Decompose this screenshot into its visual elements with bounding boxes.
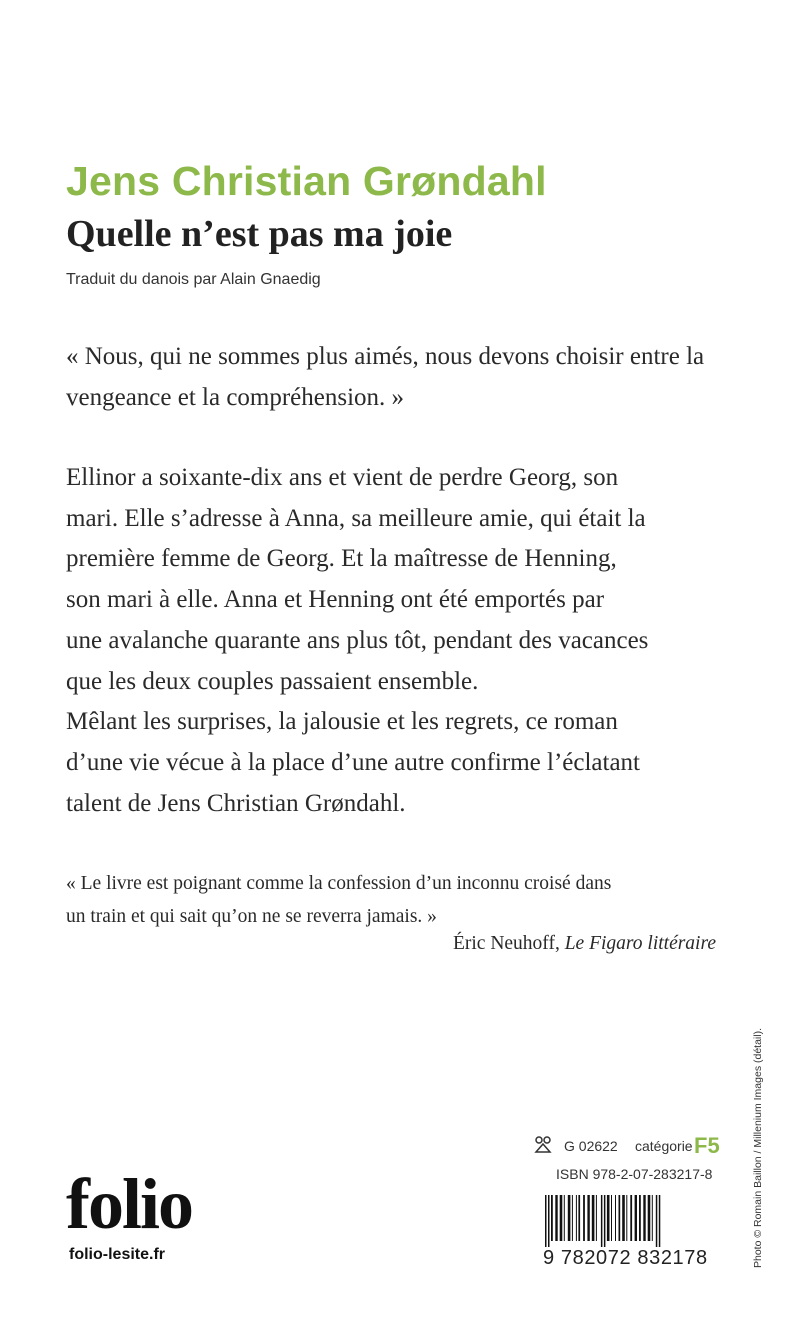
barcode-bar — [601, 1195, 603, 1247]
barcode-bar — [560, 1195, 563, 1241]
barcode-bar — [656, 1195, 658, 1247]
blurb-line: Mêlant les surprises, la jalousie et les regrets, ce roman — [66, 708, 618, 736]
barcode-bar — [578, 1195, 580, 1241]
category-value: F5 — [694, 1133, 720, 1158]
barcode-bar — [635, 1195, 637, 1241]
barcode-bar — [564, 1195, 565, 1241]
barcode-bar — [555, 1195, 557, 1241]
barcode-bar — [630, 1195, 632, 1241]
barcode-bar — [652, 1195, 653, 1241]
barcode-bar — [548, 1195, 550, 1247]
barcode-bar — [568, 1195, 571, 1241]
book-title: Quelle n’est pas ma joie — [66, 213, 453, 255]
epigraph-quote: « Nous, qui ne sommes plus aimés, nous devons choisir entre la vengeance et la compréhension. » — [66, 343, 705, 411]
barcode-bar — [639, 1195, 641, 1241]
barcode-bar — [596, 1195, 597, 1241]
translator-credit: Traduit du danois par Alain Gnaedig — [66, 271, 321, 288]
review-line: « Le livre est poignant comme la confession d’un inconnu croisé dans — [66, 873, 612, 894]
review-attribution — [453, 933, 716, 955]
catalog-code: G 02622 — [564, 1138, 618, 1154]
publisher-website[interactable]: folio-lesite.fr — [69, 1246, 166, 1263]
gallimard-mark-icon — [534, 1135, 552, 1155]
publication-name: Le Figaro littéraire — [564, 933, 716, 954]
barcode — [533, 1195, 720, 1277]
isbn: ISBN 978-2-07-283217-8 — [556, 1166, 713, 1182]
barcode-bar — [572, 1195, 573, 1241]
blurb-line: une avalanche quarante ans plus tôt, pendant des vacances — [66, 626, 649, 654]
barcode-bar — [622, 1195, 625, 1241]
press-review — [66, 867, 726, 933]
barcode-bar — [551, 1195, 553, 1241]
author-name: Jens Christian Grøndahl — [66, 158, 547, 204]
barcode-bar — [619, 1195, 621, 1241]
barcode-bar — [576, 1195, 577, 1241]
blurb-line: Ellinor a soixante-dix ans et vient de perdre Georg, son — [66, 464, 619, 491]
barcode-bar — [545, 1195, 547, 1247]
blurb-line: mari. Elle s’adresse à Anna, sa meilleure amie, qui était la — [66, 504, 646, 532]
barcode-bar — [587, 1195, 589, 1241]
barcode-bar — [611, 1195, 612, 1241]
blurb — [66, 458, 746, 824]
barcode-bar — [659, 1195, 661, 1247]
photo-credit: Photo © Romain Baillon / Millenium Images (détail). — [752, 1027, 764, 1268]
barcode-bar — [607, 1195, 610, 1241]
barcode-bar — [604, 1195, 606, 1247]
review-line: un train et qui sait qu’on ne se reverra jamais. » — [66, 906, 437, 927]
barcode-bar — [583, 1195, 585, 1241]
blurb-line: talent de Jens Christian Grøndahl. — [66, 789, 406, 817]
barcode-digits: 9 782072 832178 — [543, 1247, 708, 1269]
blurb-line: que les deux couples passaient ensemble. — [66, 667, 479, 695]
barcode-bar — [592, 1195, 595, 1241]
barcode-bar — [626, 1195, 627, 1241]
blurb-line: première femme de Georg. Et la maîtresse de Henning, — [66, 545, 617, 573]
barcode-bars — [533, 1195, 720, 1247]
catalog-info — [530, 1133, 720, 1161]
category-label: catégorie — [635, 1138, 693, 1154]
blurb-line: son mari à elle. Anna et Henning ont été emportés par — [66, 586, 605, 614]
barcode-bar — [643, 1195, 645, 1241]
folio-logo: folio — [66, 1164, 192, 1244]
barcode-bar — [615, 1195, 616, 1241]
critic-name: Éric Neuhoff, — [452, 933, 560, 954]
blurb-line: d’une vie vécue à la place d’une autre confirme l’éclatant — [66, 748, 640, 776]
barcode-bar — [648, 1195, 651, 1241]
